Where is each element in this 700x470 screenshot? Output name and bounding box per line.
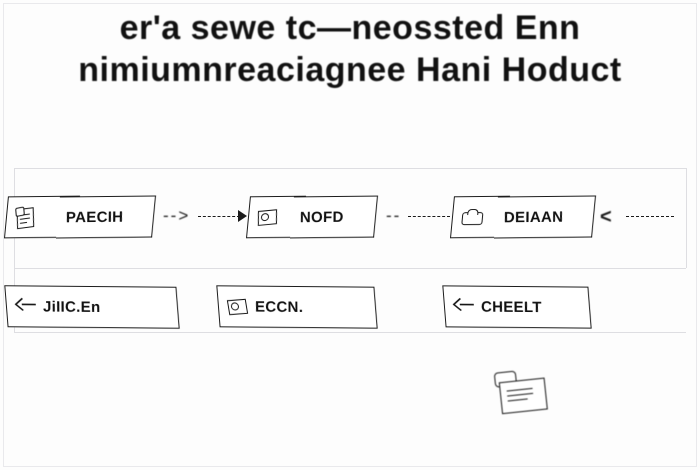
arrow-left-icon bbox=[14, 296, 38, 316]
document-icon bbox=[14, 207, 38, 227]
node-paecih-label: PAECIH bbox=[65, 208, 124, 226]
node-eccn[interactable] bbox=[216, 285, 377, 328]
node-jiiicen[interactable] bbox=[4, 285, 179, 328]
connector-1: --> bbox=[163, 206, 191, 225]
title-line-1: er'a sewe tc—neossted Enn bbox=[119, 9, 581, 47]
node-deiaan[interactable] bbox=[494, 195, 596, 238]
printer-icon bbox=[492, 367, 553, 419]
connector-2: -- bbox=[386, 206, 402, 225]
node-paecih-label-box[interactable] bbox=[56, 195, 156, 238]
connector-1-head bbox=[238, 210, 247, 222]
divider-right bbox=[686, 168, 687, 268]
printer-icon-body bbox=[499, 378, 548, 415]
connector-1-dash bbox=[198, 216, 240, 217]
node-cheelt-label: CHEELT bbox=[480, 298, 542, 316]
connector-3: < bbox=[600, 206, 612, 228]
box-icon bbox=[460, 207, 484, 227]
title-line-2: nimiumnreaciagnee Hani Hoduct bbox=[78, 51, 622, 89]
divider-bottom bbox=[14, 332, 686, 333]
node-cheelt[interactable] bbox=[442, 285, 591, 328]
tag-icon-2 bbox=[226, 296, 250, 316]
arrow-left-icon-2 bbox=[452, 296, 476, 316]
divider-middle bbox=[14, 268, 686, 269]
node-nofd-label: NOFD bbox=[299, 208, 344, 226]
node-nofd[interactable] bbox=[290, 196, 378, 239]
node-jiiicen-label: JiIIC.En bbox=[42, 298, 101, 316]
tag-icon bbox=[256, 207, 280, 227]
node-deiaan-label: DEIAAN bbox=[503, 208, 564, 226]
connector-4-dash bbox=[626, 216, 674, 217]
page-title bbox=[0, 8, 700, 92]
node-eccn-label: ECCN. bbox=[254, 298, 304, 316]
divider-top bbox=[14, 168, 686, 169]
connector-2-dash bbox=[408, 216, 450, 217]
